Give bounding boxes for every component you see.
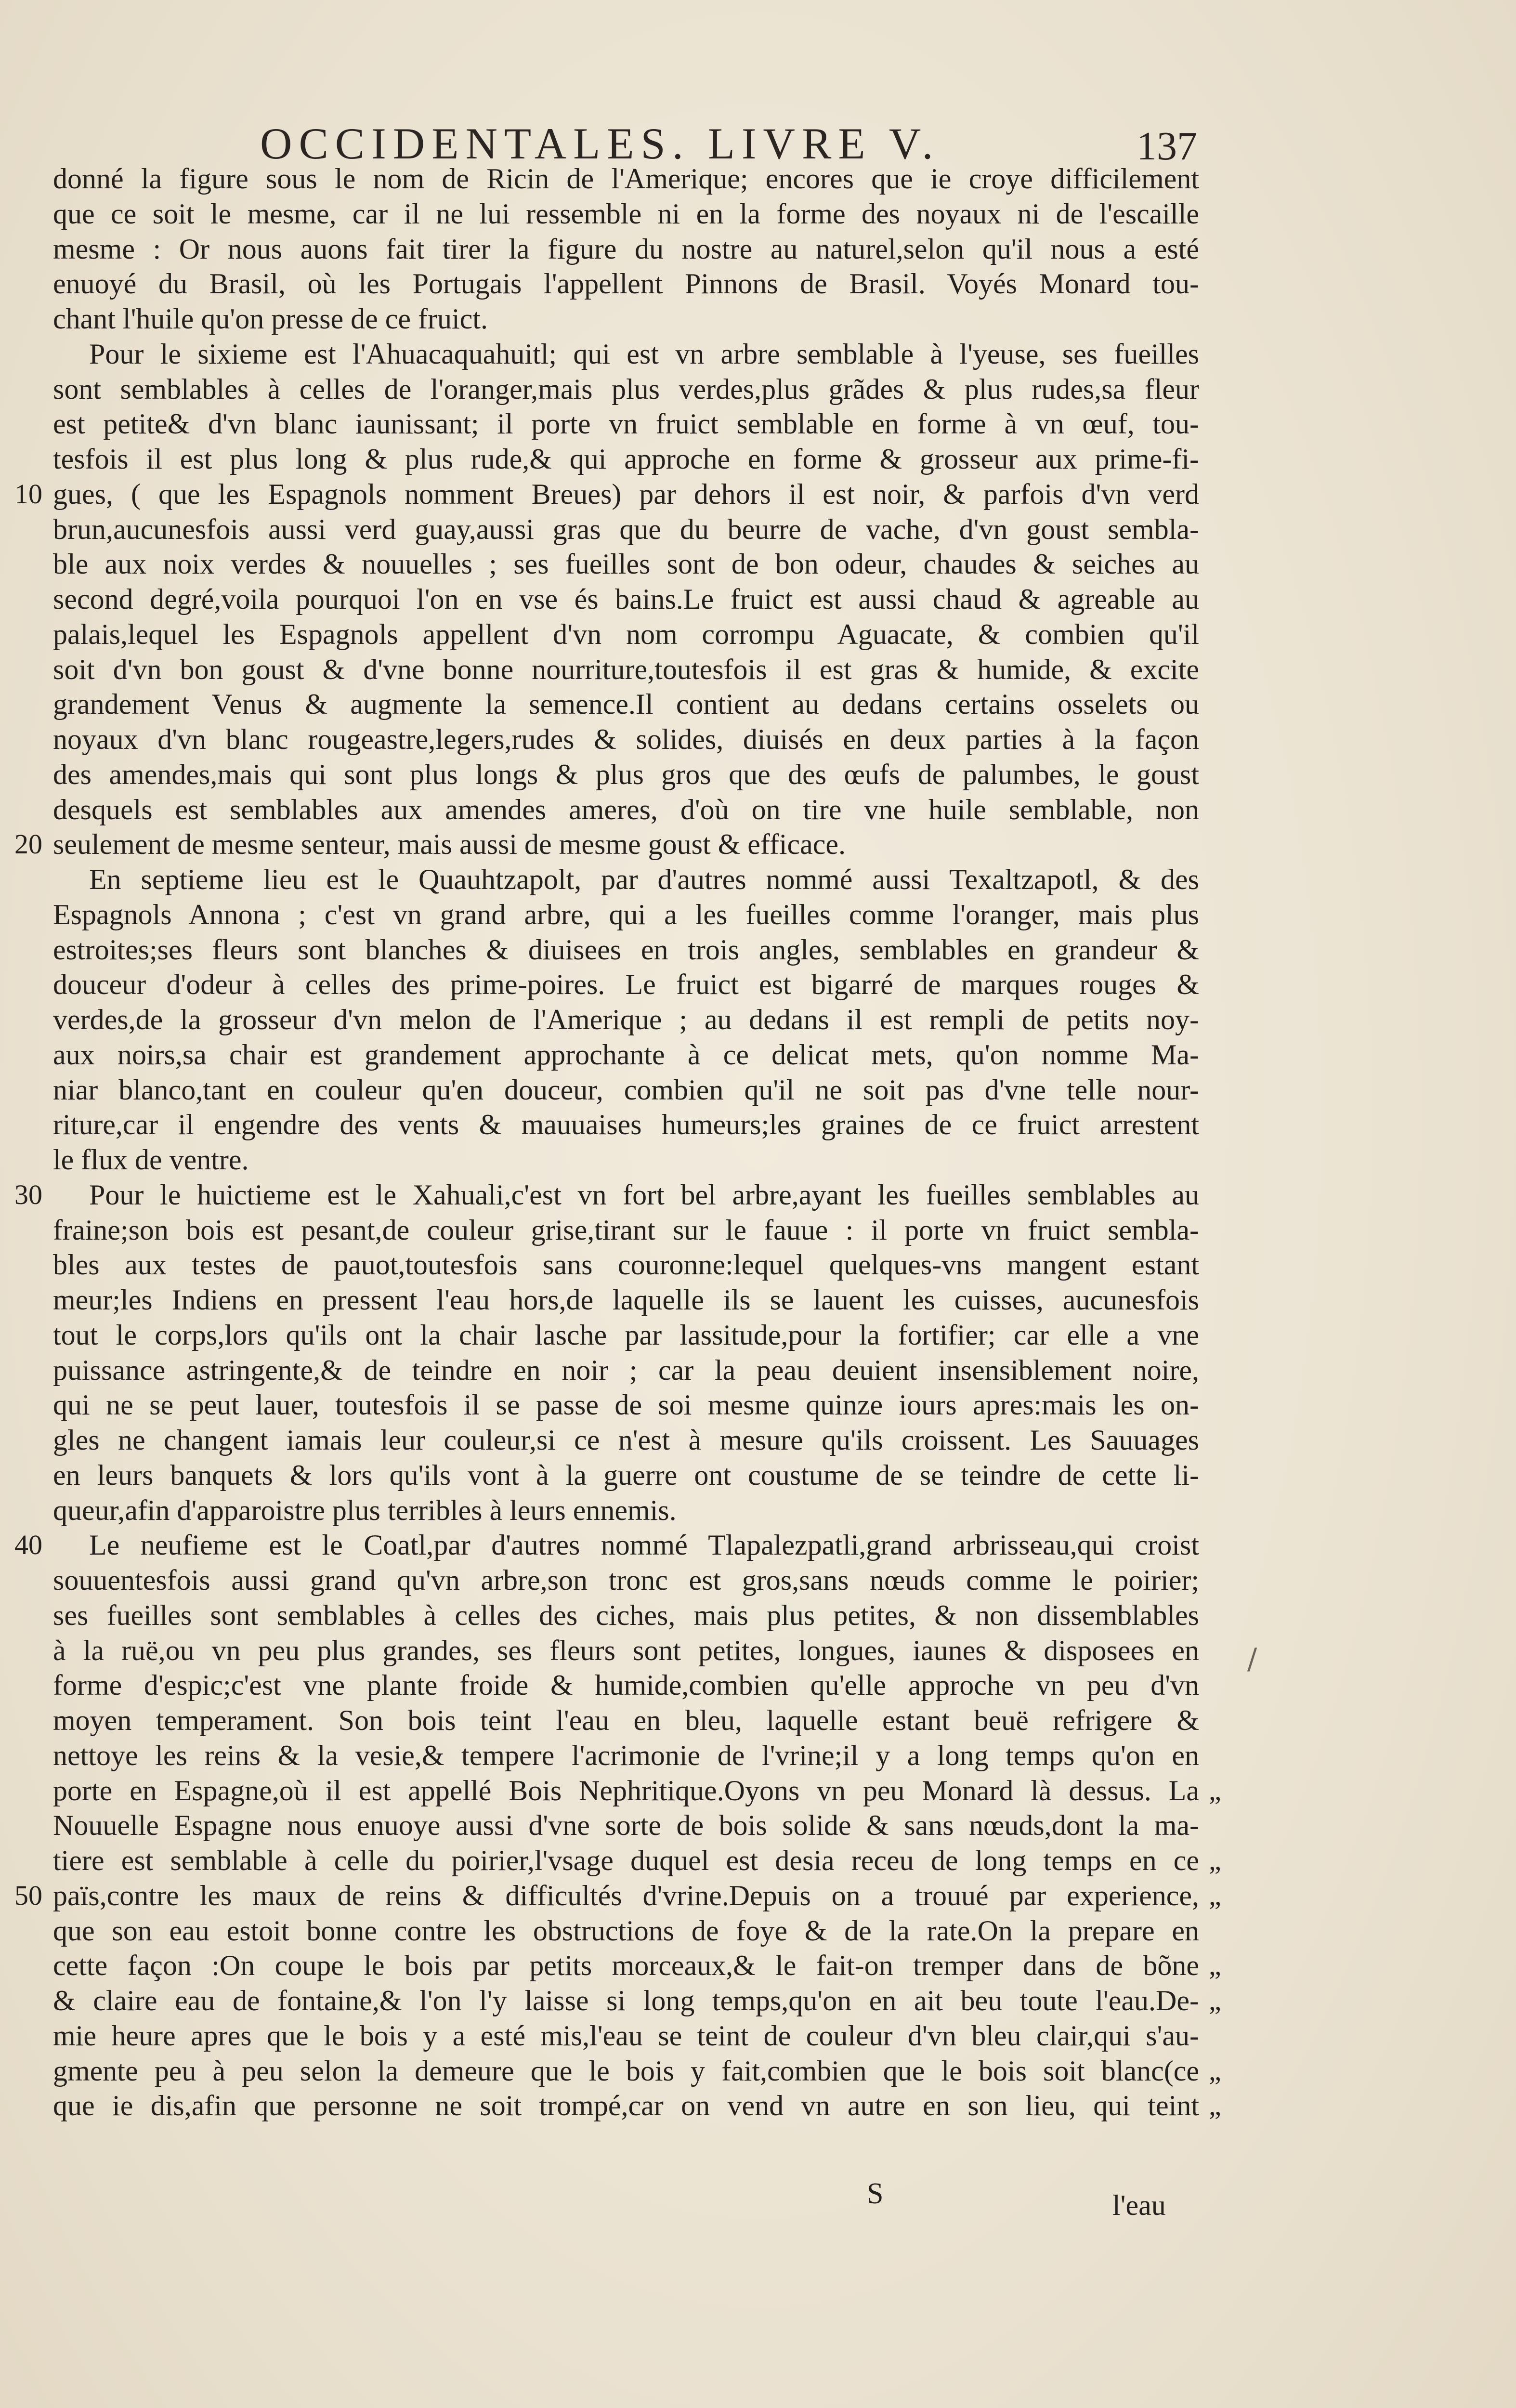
text-line: enuoyé du Brasil, où les Portugais l'appellent Pinnons de Brasil. Voyés Monard tou-: [53, 268, 1199, 300]
body-text: [14, 161, 1221, 2123]
quote-mark: „: [1209, 1879, 1221, 1911]
text-line: [53, 1843, 1221, 1878]
text-line: noyaux d'vn blanc rougeastre,legers,rudes & solides, diuisés en deux parties à la façon: [53, 723, 1199, 755]
text-line: forme d'espic;c'est vne plante froide & humide,combien qu'elle approche vn peu d'vn: [53, 1669, 1199, 1701]
text-line: estroites;ses fleurs sont blanches & diuisees en trois angles, semblables en grandeur &: [53, 933, 1199, 966]
text-line: queur,afin d'apparoistre plus terribles à leurs ennemis.: [53, 1494, 677, 1526]
line-text: & claire eau de fontaine,& l'on l'y laisse si long temps,qu'on en ait beu toute l'eau.De-: [53, 1985, 1199, 2016]
text-line: tout le corps,lors qu'ils ont la chair lasche par lassitude,pour la fortifier; car elle a vne: [53, 1319, 1199, 1351]
line-text: Le neufieme est le Coatl,par d'autres nommé Tlapalezpatli,grand arbrisseau,qui croist: [89, 1529, 1199, 1561]
quote-mark: „: [1209, 1774, 1221, 1806]
quote-mark: „: [1209, 1985, 1221, 2016]
text-line: fraine;son bois est pesant,de couleur grise,tirant sur le fauue : il porte vn fruict sembla-: [53, 1214, 1199, 1246]
text-line-20: [14, 827, 1199, 862]
text-line: que son eau estoit bonne contre les obstructions de foye & de la rate.On la prepare en: [53, 1914, 1199, 1947]
line-number-20: 20: [14, 828, 42, 860]
text-line: brun,aucunesfois aussi verd guay,aussi gras que du beurre de vache, d'vn goust sembla-: [53, 513, 1199, 545]
quote-mark: „: [1209, 2090, 1221, 2121]
text-line: palais,lequel les Espagnols appellent d'vn nom corrompu Aguacate, & combien qu'il: [53, 618, 1199, 650]
quote-mark: „: [1209, 1950, 1221, 1981]
quote-mark: „: [1209, 2055, 1221, 2086]
text-line: [53, 1773, 1221, 1808]
text-line-50: [14, 1878, 1221, 1913]
line-text: tiere est semblable à celle du poirier,l'vsage duquel est desia receu de long temps en ce: [53, 1845, 1199, 1876]
running-header: OCCIDENTALES. LIVRE V.: [260, 119, 940, 168]
text-line: douceur d'odeur à celles des prime-poires. Le fruict est bigarré de marques rouges &: [53, 968, 1199, 1001]
line-number-50: 50: [14, 1879, 42, 1911]
text-line: riture,car il engendre des vents & mauuaises humeurs;les graines de ce fruict arrestent: [53, 1109, 1199, 1141]
signature-mark: S: [867, 2177, 884, 2210]
text-line: mie heure apres que le bois y a esté mis,l'eau se teint de couleur d'vn bleu clair,qui s'au-: [53, 2019, 1199, 2052]
text-line: qui ne se peut lauer, toutesfois il se passe de soi mesme quinze iours apres:mais les on-: [53, 1389, 1199, 1421]
text-line: souuentesfois aussi grand qu'vn arbre,son tronc est gros,sans nœuds comme le poirier;: [53, 1564, 1199, 1596]
stray-mark: /: [1247, 1642, 1257, 1676]
text-line: [53, 2054, 1221, 2089]
text-line: Pour le sixieme est l'Ahuacaquahuitl; qui est vn arbre semblable à l'yeuse, ses fueilles: [89, 338, 1199, 370]
text-line-30: [14, 1178, 1199, 1213]
text-line: bles aux testes de pauot,toutesfois sans couronne:lequel quelques-vns mangent estant: [53, 1249, 1199, 1281]
catchword: l'eau: [1112, 2189, 1166, 2221]
text-line: ses fueilles sont semblables à celles des ciches, mais plus petites, & non dissemblables: [53, 1599, 1199, 1631]
text-line: sont semblables à celles de l'oranger,mais plus verdes,plus grãdes & plus rudes,sa fleur: [53, 373, 1199, 405]
text-line: donné la figure sous le nom de Ricin de l'Amerique; encores que ie croye difficilement: [53, 163, 1199, 195]
text-line: soit d'vn bon goust & d'vne bonne nourriture,toutesfois il est gras & humide, & excite: [53, 653, 1199, 685]
text-line: puissance astringente,& de teindre en noir ; car la peau deuient insensiblement noire,: [53, 1354, 1199, 1386]
text-line: desquels est semblables aux amendes ameres, d'où on tire vne huile semblable, non: [53, 793, 1199, 825]
line-text: Pour le huictieme est le Xahuali,c'est vn fort bel arbre,ayant les fueilles semblables au: [89, 1178, 1199, 1211]
text-line: meur;les Indiens en pressent l'eau hors,de laquelle ils se lauent les cuisses, aucunesfois: [53, 1284, 1199, 1316]
text-line: des amendes,mais qui sont plus longs & plus gros que des œufs de palumbes, le goust: [53, 758, 1199, 790]
text-line-10: [14, 477, 1199, 512]
text-line: que ce soit le mesme, car il ne lui ressemble ni en la forme des noyaux ni de l'escaille: [53, 197, 1199, 230]
text-line: [53, 1948, 1221, 1983]
page-number: 137: [1137, 124, 1197, 169]
text-line: Nouuelle Espagne nous enuoye aussi d'vne sorte de bois solide & sans nœuds,dont la ma-: [53, 1809, 1199, 1842]
line-text: porte en Espagne,où il est appellé Bois Nephritique.Oyons vn peu Monard là dessus. La: [53, 1774, 1199, 1806]
line-text: cette façon :On coupe le bois par petits morceaux,& le fait-on tremper dans de bõne: [53, 1950, 1199, 1982]
text-line: Espagnols Annona ; c'est vn grand arbre, qui a les fueilles comme l'oranger, mais plus: [53, 898, 1199, 930]
line-number-40: 40: [14, 1529, 42, 1561]
text-line: chant l'huile qu'on presse de ce fruict.: [53, 303, 488, 335]
text-line: nettoye les reins & la vesie,& tempere l'acrimonie de l'vrine;il y a long temps qu'on en: [53, 1739, 1199, 1771]
text-line: le flux de ventre.: [53, 1144, 249, 1176]
text-line: mesme : Or nous auons fait tirer la figure du nostre au naturel,selon qu'il nous a esté: [53, 233, 1199, 265]
text-line: gles ne changent iamais leur couleur,si ce n'est à mesure qu'ils croissent. Les Sauuages: [53, 1424, 1199, 1456]
text-line: moyen temperament. Son bois teint l'eau en bleu, laquelle estant beuë refrigere &: [53, 1704, 1199, 1736]
text-line: En septieme lieu est le Quauhtzapolt, par d'autres nommé aussi Texaltzapotl, & des: [89, 864, 1199, 895]
line-number-30: 30: [14, 1178, 42, 1210]
text-line: en leurs banquets & lors qu'ils vont à la guerre ont coustume de se teindre de cette li-: [53, 1459, 1199, 1491]
text-line: second degré,voila pourquoi l'on en vse és bains.Le fruict est aussi chaud & agreable au: [53, 583, 1199, 615]
line-text: gmente peu à peu selon la demeure que le bois y fait,combien que le bois soit blanc(ce: [53, 2055, 1199, 2087]
text-line: [53, 2088, 1221, 2123]
quote-mark: „: [1209, 1845, 1221, 1876]
text-line: à la ruë,ou vn peu plus grandes, ses fleurs sont petites, longues, iaunes & disposees en: [53, 1634, 1199, 1666]
line-text: gues, ( que les Espagnols nomment Breues) par dehors il est noir, & parfois d'vn verd: [53, 478, 1199, 510]
line-text: seulement de mesme senteur, mais aussi de mesme goust & efficace.: [53, 828, 846, 861]
line-text: païs,contre les maux de reins & difficultés d'vrine.Depuis on a trouué par experience,: [53, 1879, 1199, 1911]
line-number-10: 10: [14, 478, 42, 510]
text-line: niar blanco,tant en couleur qu'en douceur, combien qu'il ne soit pas d'vne telle nour-: [53, 1073, 1199, 1106]
text-line: ble aux noix verdes & nouuelles ; ses fueilles sont de bon odeur, chaudes & seiches au: [53, 548, 1199, 580]
text-line: grandement Venus & augmente la semence.Il contient au dedans certains osselets ou: [53, 688, 1199, 720]
text-line-40: [14, 1528, 1199, 1563]
text-line: tesfois il est plus long & plus rude,& qui approche en forme & grosseur aux prime-fi-: [53, 443, 1199, 475]
text-line: aux noirs,sa chair est grandement approchante à ce delicat mets, qu'on nomme Ma-: [53, 1038, 1199, 1071]
line-text: que ie dis,afin que personne ne soit trompé,car on vend vn autre en son lieu, qui teint: [53, 2090, 1199, 2122]
text-line: verdes,de la grosseur d'vn melon de l'Amerique ; au dedans il est rempli de petits noy-: [53, 1004, 1199, 1035]
text-line: est petite& d'vn blanc iaunissant; il porte vn fruict semblable en forme à vn œuf, tou-: [53, 408, 1199, 440]
text-line: [53, 1983, 1221, 2018]
